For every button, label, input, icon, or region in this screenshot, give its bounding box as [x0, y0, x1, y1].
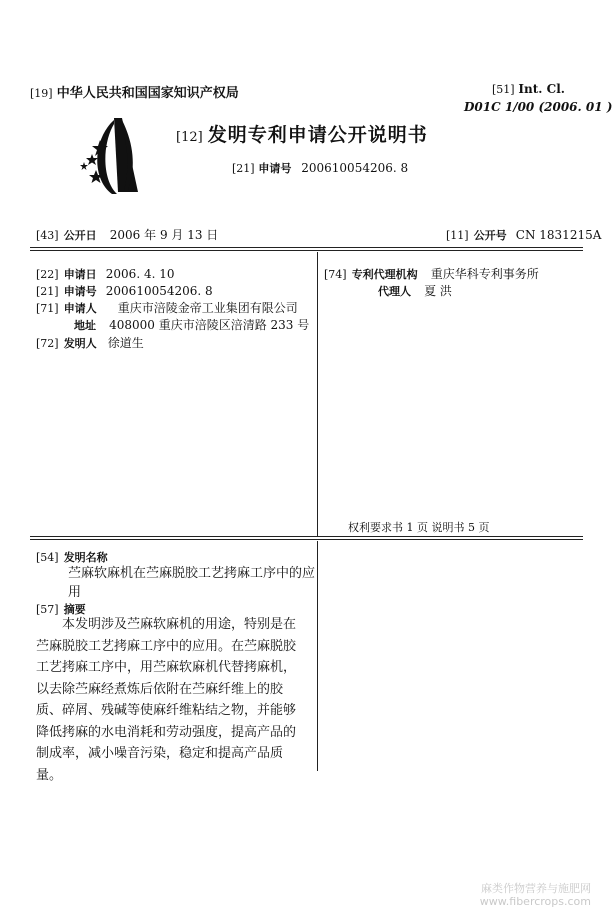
doc-type-code: [12]: [176, 130, 203, 145]
page-count: 权利要求书 1 页 说明书 5 页: [348, 521, 490, 534]
app-no-label: 申请号: [63, 285, 97, 298]
site-watermark: [480, 882, 591, 908]
biblio-bottom-rule-inner: [30, 539, 583, 540]
biblio-bottom-rule: [30, 536, 583, 537]
header-app-no-line: [232, 160, 408, 176]
authority-code: [19]: [30, 87, 53, 100]
agency-code: [74]: [324, 268, 347, 281]
header-app-no-value: 200610054206. 8: [301, 161, 409, 175]
app-no-code: [21]: [36, 285, 59, 298]
authority-line: [30, 82, 239, 101]
abstract-label: 摘要: [63, 603, 86, 616]
applicant-value: 重庆市涪陵金帝工业集团有限公司: [117, 301, 298, 315]
applicant-label: 申请人: [63, 302, 97, 315]
filing-date-label: 申请日: [63, 268, 97, 281]
top-rule-inner: [30, 250, 583, 251]
biblio-divider: [317, 252, 318, 536]
app-no-value: 200610054206. 8: [105, 284, 213, 298]
top-rule: [30, 247, 583, 248]
address-line: [74, 314, 309, 333]
pub-date-code: [43]: [36, 229, 59, 242]
doc-type-line: [176, 120, 428, 147]
address-value: 408000 重庆市涪陵区涪清路 233 号: [109, 318, 310, 332]
cnipa-emblem: [70, 110, 160, 202]
emblem-graphic: [70, 110, 160, 202]
authority-name: 中华人民共和国国家知识产权局: [56, 86, 239, 101]
doc-type-title: 发明专利申请公开说明书: [207, 124, 428, 146]
filing-date-code: [22]: [36, 268, 59, 281]
agent-value: 夏 洪: [424, 284, 452, 298]
invention-title-code: [54]: [36, 551, 59, 564]
applicant-code: [71]: [36, 302, 59, 315]
invention-title-text-2: 用: [68, 585, 82, 600]
pub-date-label: 公开日: [63, 229, 97, 242]
header-app-no-code: [21]: [232, 162, 255, 175]
pub-date-value: 2006 年 9 月 13 日: [109, 228, 219, 242]
agency-label: 专利代理机构: [351, 268, 418, 281]
address-label: 地址: [74, 319, 96, 332]
pub-no-value: CN 1831215A: [515, 228, 602, 242]
int-cl-code: [51]: [492, 83, 515, 96]
watermark-line-2: www.fibercrops.com: [479, 895, 591, 908]
pub-no-label: 公开号: [473, 229, 507, 242]
pub-no-code: [11]: [446, 229, 469, 242]
pub-no-line: [446, 224, 601, 243]
inventor-line: [36, 332, 144, 351]
inventor-value: 徐道生: [107, 336, 144, 350]
inventor-label: 发明人: [63, 337, 97, 350]
int-cl-label: Int. Cl.: [518, 82, 565, 96]
int-cl-value: D01C 1/00 (2006. 01 ): [464, 100, 612, 114]
inventor-code: [72]: [36, 337, 59, 350]
agency-value: 重庆华科专利事务所: [430, 267, 539, 281]
pub-date-line: [36, 224, 218, 243]
filing-date-value: 2006. 4. 10: [105, 267, 175, 281]
agent-line: [378, 280, 452, 299]
abstract-right-border: [317, 541, 318, 771]
int-cl-line: [492, 82, 565, 96]
abstract-code: [57]: [36, 603, 59, 616]
watermark-line-1: 麻类作物营养与施肥网: [481, 882, 591, 895]
header-app-no-label: 申请号: [258, 162, 292, 175]
invention-title-text-1: 苎麻软麻机在苎麻脱胶工艺拷麻工序中的应: [68, 566, 316, 581]
invention-title-label: 发明名称: [63, 551, 108, 564]
abstract-text: 本发明涉及苎麻软麻机的用途，特别是在苎麻脱胶工艺拷麻工序中的应用。在苎麻脱胶工艺拷麻工序中，用苎麻软麻机代替拷麻机，以去除苎麻经煮炼后依附在苎麻纤维上的胶质、碎屑、残碱等使麻纤维粘结之物，并能够降低拷麻的水电消耗和劳动强度，提高产品的制成率，减小噪音污染，稳定和提高产品质量。: [36, 617, 297, 783]
agent-label: 代理人: [378, 285, 411, 298]
